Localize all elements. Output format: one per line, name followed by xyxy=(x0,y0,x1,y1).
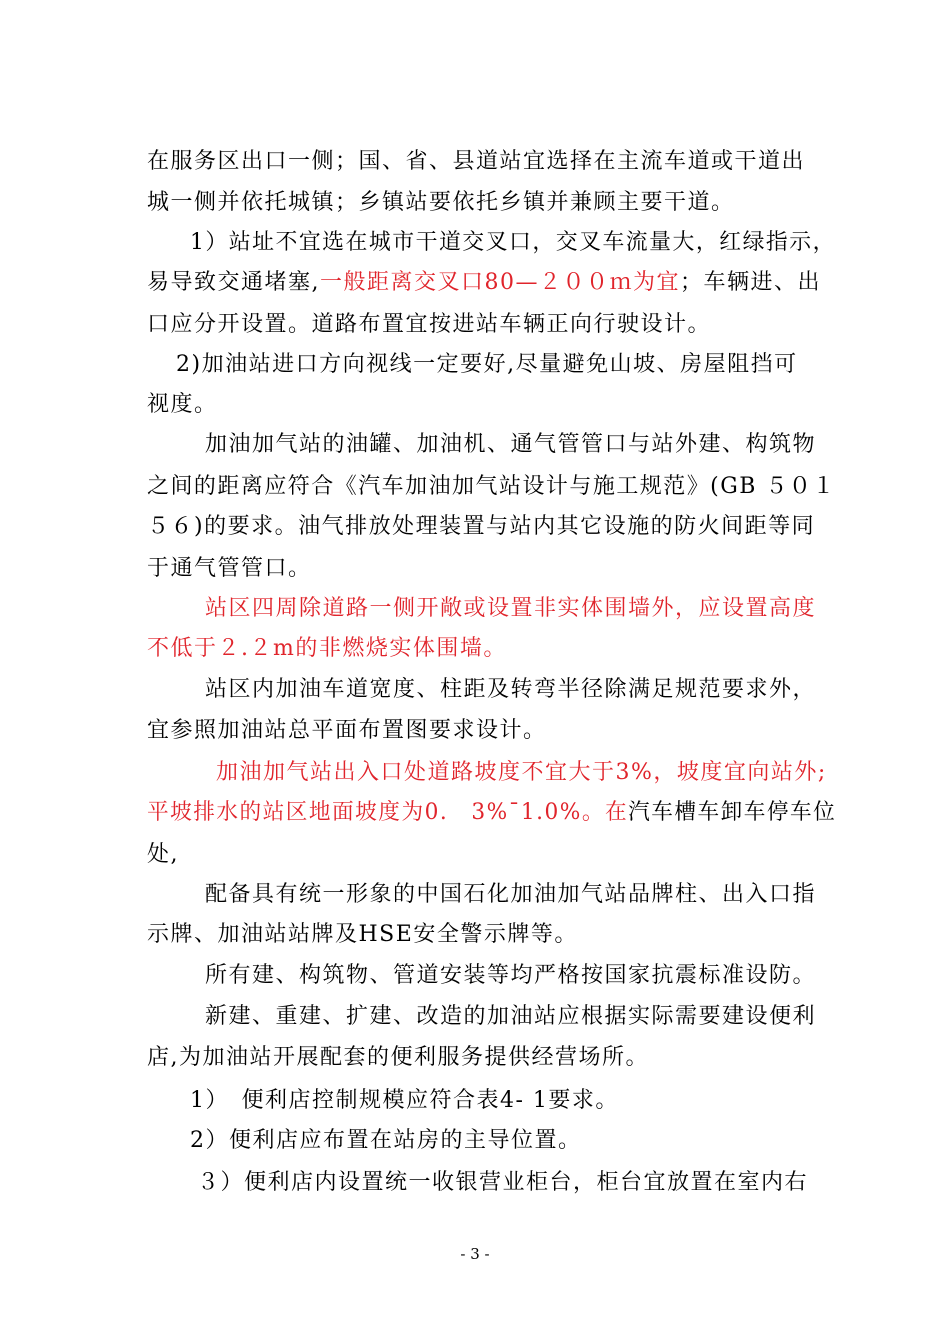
text-line-23: 店,为加油站开展配套的便利服务提供经营场所。 xyxy=(147,1045,649,1070)
text-line-7: 视度。 xyxy=(147,392,218,417)
text-line-19: 配备具有统一形象的中国石化加油加气站品牌柱、出入口指 xyxy=(205,882,817,907)
text-line-2: 城一侧并依托城镇；乡镇站要依托乡镇并兼顾主要干道。 xyxy=(147,190,735,215)
text-line-24: 1） 便利店控制规模应符合表4- 1要求。 xyxy=(190,1088,619,1113)
text-line-21: 所有建、构筑物、管道安装等均严格按国家抗震标准设防。 xyxy=(205,963,817,988)
text-line-9: 之间的距离应符合《汽车加油加气站设计与施工规范》(GB ５０１ xyxy=(147,474,836,499)
text-line-16: 加油加气站出入口处道路坡度不宜大于3%，坡度宜向站外; xyxy=(216,760,827,785)
text-run: 汽车槽车卸车停车位 xyxy=(628,800,837,825)
text-line-11: 于通气管管口。 xyxy=(147,556,312,581)
text-line-17 xyxy=(147,798,836,828)
text-line-22: 新建、重建、扩建、改造的加油站应根据实际需要建设便利 xyxy=(205,1004,817,1029)
text-line-1: 在服务区出口一侧；国、省、县道站宜选择在主流车道或干道出 xyxy=(147,149,806,174)
page-number: - 3 - xyxy=(460,1245,490,1263)
highlighted-run: 平坡排水的站区地面坡度为0. 3%¯1.0%。在 xyxy=(147,800,629,825)
text-line-13: 不低于２.２m的非燃烧实体围墙。 xyxy=(147,636,507,661)
highlighted-run: 一般距离交叉口80—２００ｍ为宜 xyxy=(320,270,680,295)
text-line-14: 站区内加油车道宽度、柱距及转弯半径除满足规范要求外， xyxy=(205,677,817,702)
text-line-15: 宜参照加油站总平面布置图要求设计。 xyxy=(147,718,547,743)
text-line-8: 加油加气站的油罐、加油机、通气管管口与站外建、构筑物 xyxy=(205,432,817,457)
text-line-20: 示牌、加油站站牌及HSE安全警示牌等。 xyxy=(147,922,578,947)
text-run: ；车辆进、出 xyxy=(680,270,822,295)
text-line-12: 站区四周除道路一侧开敞或设置非实体围墙外，应设置高度 xyxy=(205,596,817,621)
text-line-4 xyxy=(147,268,821,298)
text-line-26: ３）便利店内设置统一收银营业柜台，柜台宜放置在室内右 xyxy=(197,1170,809,1195)
text-line-10: ５６)的要求。油气排放处理装置与站内其它设施的防火间距等同 xyxy=(147,514,816,539)
text-line-18: 处, xyxy=(147,842,179,867)
text-line-25: 2）便利店应布置在站房的主导位置。 xyxy=(190,1128,582,1153)
text-run: 易导致交通堵塞, xyxy=(147,270,320,295)
text-line-5: 口应分开设置。道路布置宜按进站车辆正向行驶设计。 xyxy=(147,312,712,337)
text-line-3: 1）站址不宜选在城市干道交叉口，交叉车流量大，红绿指示， xyxy=(190,230,836,255)
text-line-6: 2)加油站进口方向视线一定要好,尽量避免山坡、房屋阻挡可 xyxy=(176,352,798,377)
